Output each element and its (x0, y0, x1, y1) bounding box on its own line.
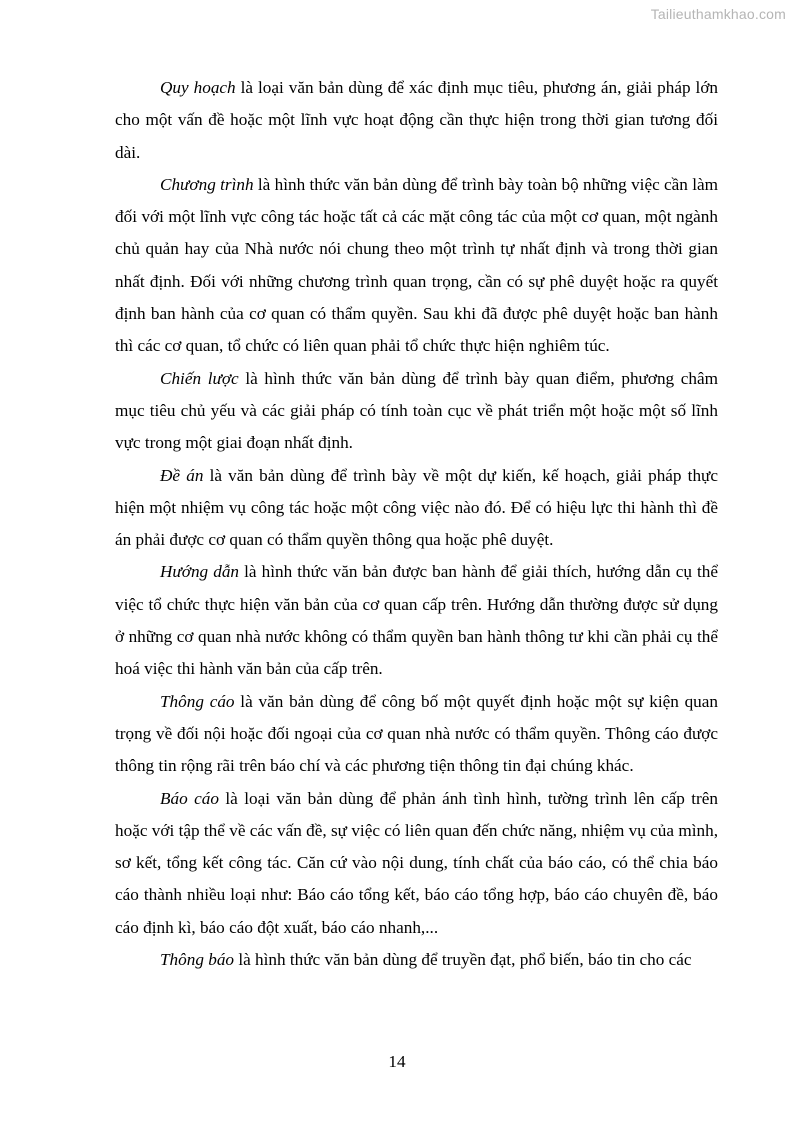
paragraph-quy-hoach (115, 72, 718, 169)
paragraph-text: là hình thức văn bản dùng để truyền đạt, phổ biến, báo tin cho các (234, 950, 692, 970)
paragraph-chien-luoc (115, 363, 718, 460)
term-huong-dan: Hướng dẫn (160, 562, 240, 582)
term-quy-hoach: Quy hoạch (160, 78, 236, 97)
document-body (115, 72, 718, 976)
paragraph-chuong-trinh (115, 169, 718, 363)
paragraph-thong-bao (115, 944, 718, 976)
paragraph-text: là hình thức văn bản được ban hành để giải thích, hướng dẫn cụ thể việc tổ chức thực hiện văn bản của cơ quan cấp trên. Hướng dẫn thường được sử dụng ở những cơ quan nhà nước không có thẩm quyền ban hành thông tư khi cần phải cụ thể hoá việc thi hành văn bản của cấp trên. (115, 562, 719, 679)
term-bao-cao: Báo cáo (160, 788, 219, 808)
paragraph-huong-dan (115, 556, 718, 685)
paragraph-text: là loại văn bản dùng để xác định mục tiêu, phương án, giải pháp lớn cho một vấn đề hoặc một lĩnh vực hoạt động cần thực hiện trong thời gian tương đối dài. (115, 78, 718, 162)
term-chuong-trinh: Chương trình (160, 174, 254, 194)
paragraph-text: là hình thức văn bản dùng để trình bày toàn bộ những việc cần làm đối với một lĩnh vực công tác hoặc tất cả các mặt công tác của một cơ quan, một ngành chủ quản hay của Nhà nước nói chung theo một trình tự nhất định và trong thời gian nhất định. Đối với những chương trình quan trọng, cần có sự phê duyệt hoặc ra quyết định ban hành của cơ quan có thẩm quyền. Sau khi đã được phê duyệt hoặc ban hành thì các cơ quan, tổ chức có liên quan phải tổ chức thực hiện nghiêm túc. (115, 174, 718, 356)
paragraph-thong-cao (115, 686, 718, 783)
paragraph-de-an (115, 460, 718, 557)
term-thong-cao: Thông cáo (160, 691, 235, 711)
term-thong-bao: Thông báo (160, 950, 235, 970)
paragraph-text: là hình thức văn bản dùng để trình bày quan điểm, phương châm mục tiêu chủ yếu và các giải pháp có tính toàn cục về phát triển một hoặc một số lĩnh vực trong một giai đoạn nhất định. (115, 368, 718, 453)
term-de-an: Đề án (160, 465, 204, 485)
paragraph-text: là văn bản dùng để công bố một quyết định hoặc một sự kiện quan trọng về đối nội hoặc đối ngoại của cơ quan nhà nước có thẩm quyền. Thông cáo được thông tin rộng rãi trên báo chí và các phương tiện thông tin đại chúng khác. (115, 691, 719, 776)
paragraph-text: là văn bản dùng để trình bày về một dự kiến, kế hoạch, giải pháp thực hiện một nhiệm vụ công tác hoặc một công việc nào đó. Để có hiệu lực thi hành thì đề án phải được cơ quan có thẩm quyền thông qua hoặc phê duyệt. (115, 465, 718, 550)
page-number: 14 (388, 1052, 406, 1071)
paragraph-bao-cao (115, 783, 718, 944)
watermark-text: Tailieuthamkhao.com (650, 6, 786, 22)
term-chien-luoc: Chiến lược (160, 368, 239, 388)
paragraph-text: là loại văn bản dùng để phản ánh tình hình, tường trình lên cấp trên hoặc với tập thể về các vấn đề, sự việc có liên quan đến chức năng, nhiệm vụ của mình, sơ kết, tổng kết công tác. Căn cứ vào nội dung, tính chất của báo cáo, có thể chia báo cáo thành nhiều loại như: Báo cáo tổng kết, báo cáo tổng hợp, báo cáo chuyên đề, báo cáo định kì, báo cáo đột xuất, báo cáo nhanh,... (115, 788, 718, 937)
